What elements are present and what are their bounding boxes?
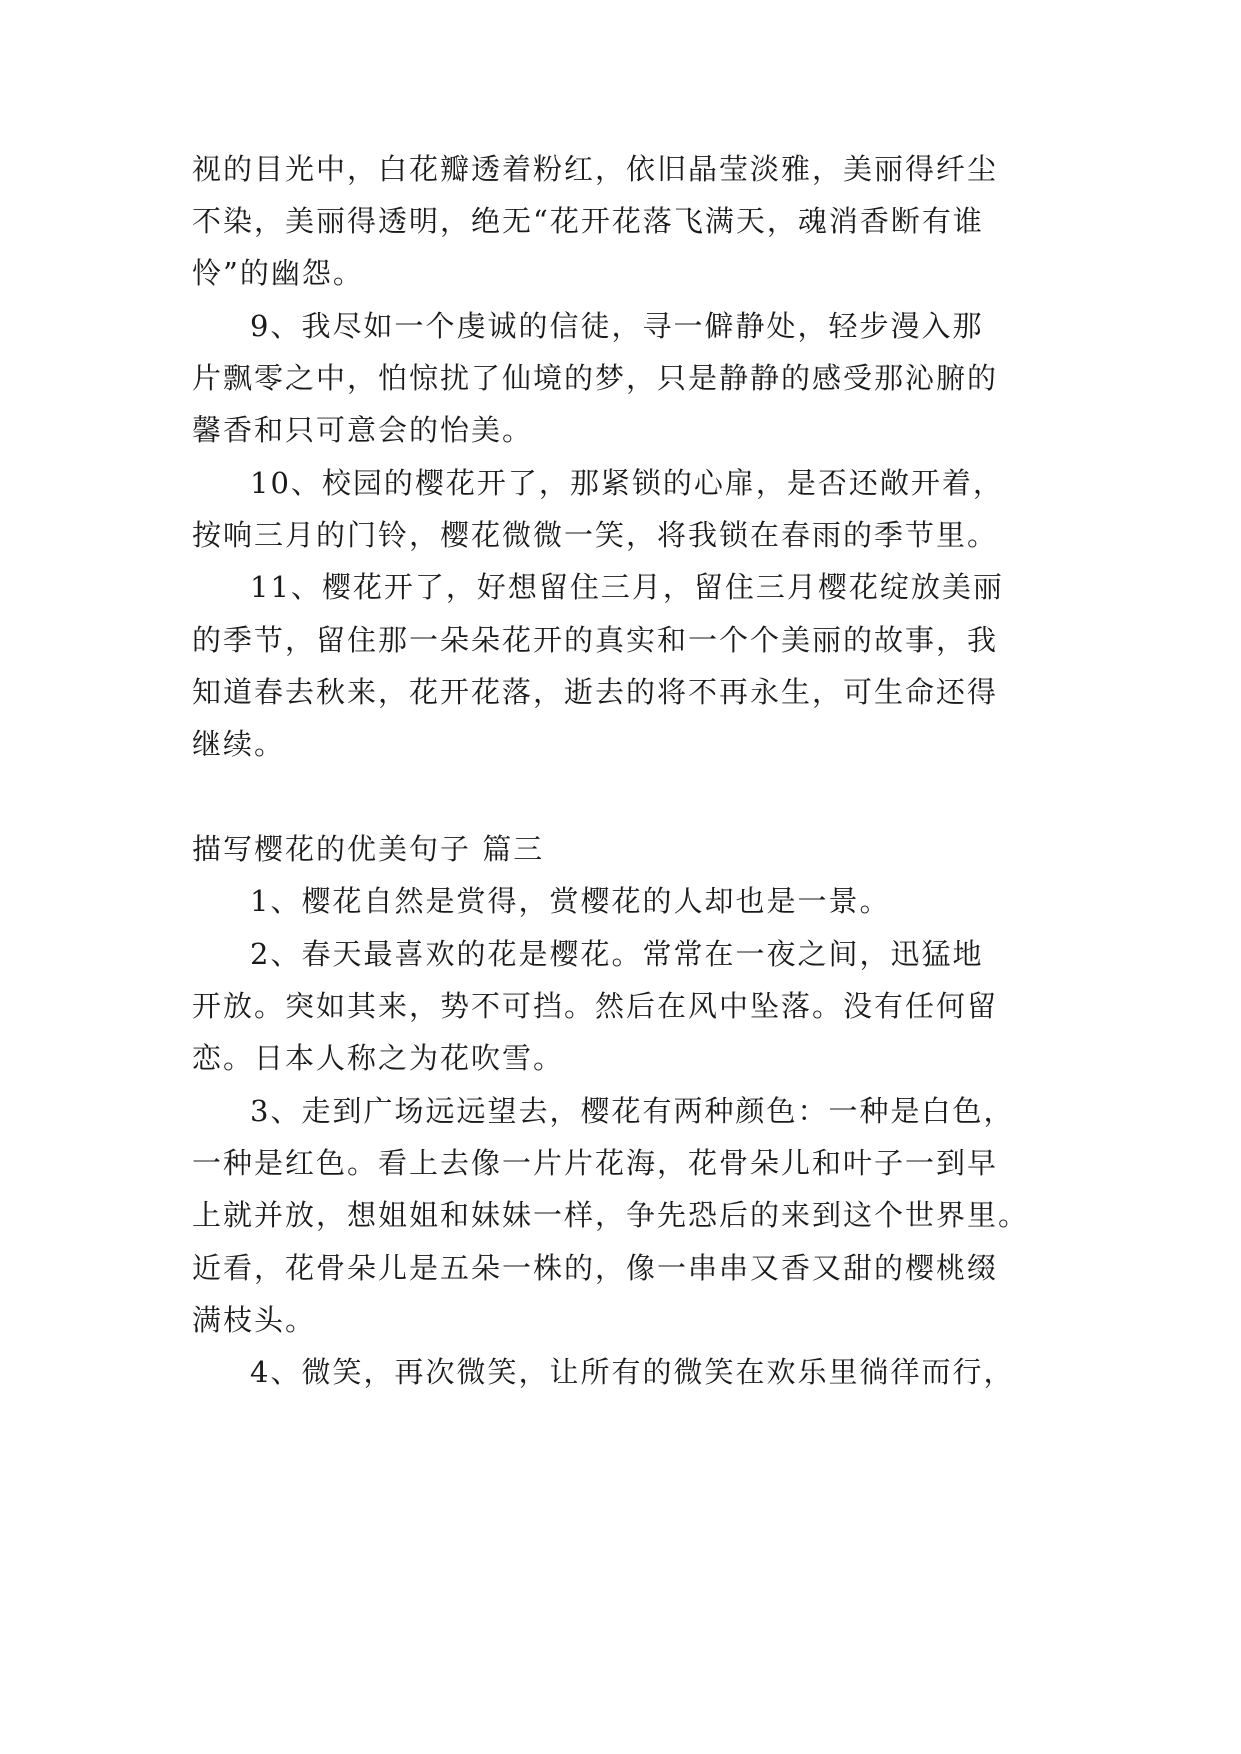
text-line: 的季节，留住那一朵朵花开的真实和一个个美丽的故事，我 — [192, 623, 999, 657]
text-line: 4、微笑，再次微笑，让所有的微笑在欢乐里徜徉而行， — [250, 1355, 1015, 1389]
text-line: 满枝头。 — [192, 1303, 317, 1337]
text-line: 知道春去秋来，花开花落，逝去的将不再永生，可生命还得 — [192, 675, 999, 709]
text-line: 怜”的幽怨。 — [192, 256, 364, 290]
text-line: 恋。日本人称之为花吹雪。 — [192, 1041, 565, 1075]
text-line: 10、校园的樱花开了，那紧锁的心扉，是否还敞开着， — [250, 466, 1004, 500]
text-line: 9、我尽如一个虔诚的信徒，寻一僻静处，轻步漫入那 — [250, 309, 984, 343]
text-line: 1、樱花自然是赏得，赏樱花的人却也是一景。 — [250, 884, 891, 918]
section-heading: 描写樱花的优美句子 篇三 — [192, 832, 545, 866]
text-line: 近看，花骨朵儿是五朵一株的，像一串串又香又甜的樱桃缀 — [192, 1251, 999, 1285]
text-line: 11、樱花开了，好想留住三月，留住三月樱花绽放美丽 — [250, 570, 1004, 604]
text-line: 开放。突如其来，势不可挡。然后在风中坠落。没有任何留 — [192, 989, 999, 1023]
text-line: 2、春天最喜欢的花是樱花。常常在一夜之间，迅猛地 — [250, 937, 984, 971]
text-line: 视的目光中，白花瓣透着粉红，依旧晶莹淡雅，美丽得纤尘 — [192, 152, 999, 186]
text-line: 片飘零之中，怕惊扰了仙境的梦，只是静静的感受那沁腑的 — [192, 361, 999, 395]
text-line: 3、走到广场远远望去，樱花有两种颜色：一种是白色， — [250, 1094, 1015, 1128]
text-line: 上就并放，想姐姐和妹妹一样，争先恐后的来到这个世界里。 — [192, 1198, 1030, 1232]
text-line: 一种是红色。看上去像一片片花海，花骨朵儿和叶子一到早 — [192, 1146, 999, 1180]
text-line: 不染，美丽得透明，绝无“花开花落飞满天，魂消香断有谁 — [192, 204, 984, 238]
text-line: 按响三月的门铃，樱花微微一笑，将我锁在春雨的季节里。 — [192, 518, 999, 552]
text-line: 馨香和只可意会的怡美。 — [192, 413, 534, 447]
text-line: 继续。 — [192, 727, 286, 761]
